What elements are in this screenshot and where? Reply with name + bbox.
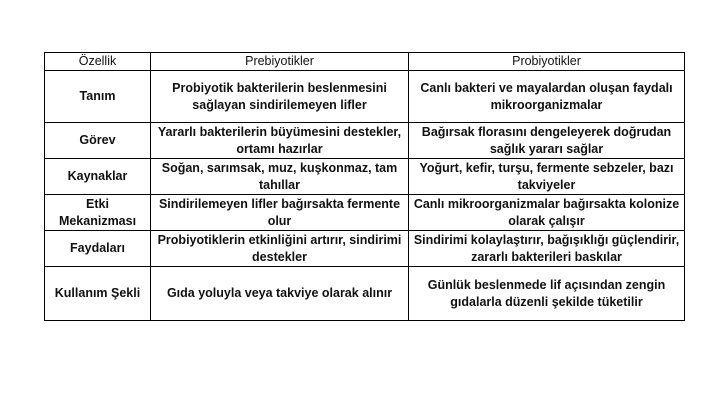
table-row	[45, 195, 685, 231]
row-prebiotics: Yararlı bakterilerin büyümesini destekler, ortamı hazırlar	[151, 123, 409, 159]
row-probiotics: Canlı bakteri ve mayalardan oluşan faydalı mikroorganizmalar	[409, 71, 685, 123]
row-probiotics: Yoğurt, kefir, turşu, fermente sebzeler, bazı takviyeler	[409, 159, 685, 195]
table-row	[45, 123, 685, 159]
row-feature: Görev	[45, 123, 151, 159]
header-probiotics: Probiyotikler	[409, 53, 685, 71]
table-header-row	[45, 53, 685, 71]
row-feature: Faydaları	[45, 231, 151, 267]
table-row	[45, 71, 685, 123]
row-feature: Kaynaklar	[45, 159, 151, 195]
table-row	[45, 267, 685, 321]
row-feature: Tanım	[45, 71, 151, 123]
row-prebiotics: Probiyotiklerin etkinliğini artırır, sindirimi destekler	[151, 231, 409, 267]
row-probiotics: Günlük beslenmede lif açısından zengin gıdalarla düzenli şekilde tüketilir	[409, 267, 685, 321]
row-probiotics: Sindirimi kolaylaştırır, bağışıklığı güçlendirir, zararlı bakterileri baskılar	[409, 231, 685, 267]
row-feature: Kullanım Şekli	[45, 267, 151, 321]
row-prebiotics: Gıda yoluyla veya takviye olarak alınır	[151, 267, 409, 321]
row-probiotics: Canlı mikroorganizmalar bağırsakta kolonize olarak çalışır	[409, 195, 685, 231]
table-row	[45, 159, 685, 195]
header-prebiotics: Prebiyotikler	[151, 53, 409, 71]
row-prebiotics: Probiyotik bakterilerin beslenmesini sağlayan sindirilemeyen lifler	[151, 71, 409, 123]
row-feature: Etki Mekanizması	[45, 195, 151, 231]
comparison-table	[44, 52, 685, 321]
row-probiotics: Bağırsak florasını dengeleyerek doğrudan sağlık yararı sağlar	[409, 123, 685, 159]
row-prebiotics: Sindirilemeyen lifler bağırsakta fermente olur	[151, 195, 409, 231]
row-prebiotics: Soğan, sarımsak, muz, kuşkonmaz, tam tahıllar	[151, 159, 409, 195]
header-feature: Özellik	[45, 53, 151, 71]
table-row	[45, 231, 685, 267]
